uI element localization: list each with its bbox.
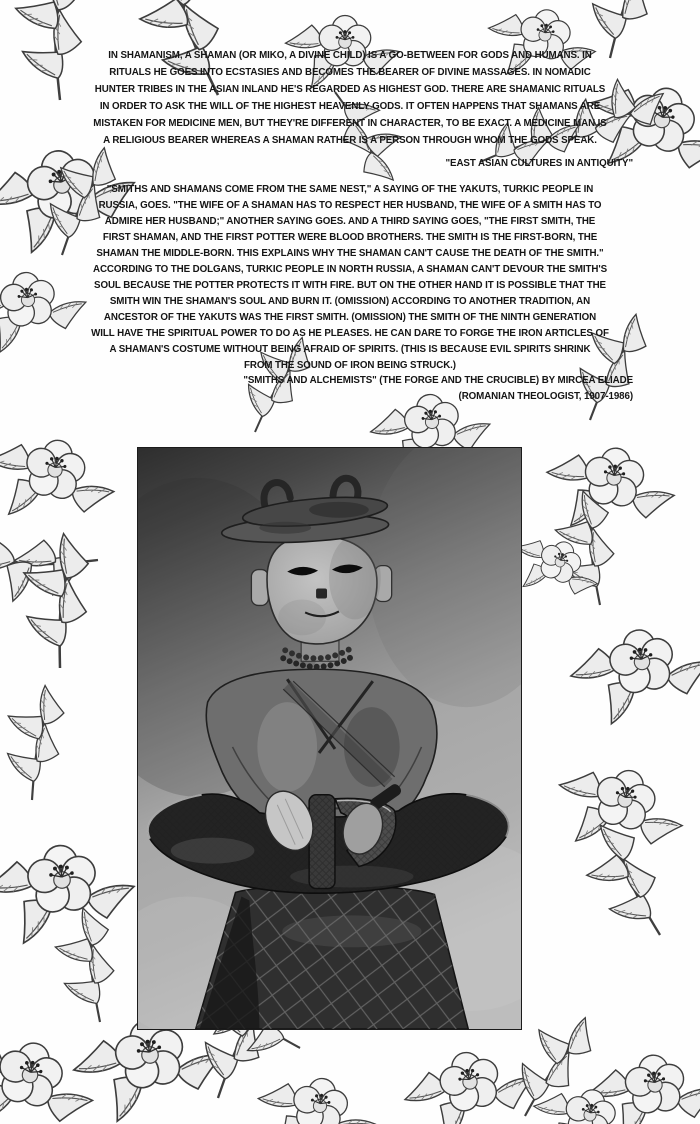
text-line: HUNTER TRIBES IN THE ASIAN INLAND HE'S REGARDED AS HIGHEST GOD. THERE ARE SHAMANIC RITUALS xyxy=(94,83,606,95)
flower-icon xyxy=(565,619,700,730)
text-line: "SMITHS AND ALCHEMISTS" (THE FORGE AND THE CRUCIBLE) BY MIRCEA ELIADE xyxy=(243,374,633,386)
text-line: SMITH WIN THE SHAMAN'S SOUL AND BURN IT. (OMISSION) ACCORDING TO ANOTHER TRADITION, AN xyxy=(109,295,591,307)
flower-icon xyxy=(0,1028,102,1124)
text-line: A RELIGIOUS BEARER WHEREAS A SHAMAN RATHER IS A PERSON THROUGH WHOM THE GODS SPEAK. xyxy=(103,134,597,146)
text-line: ADMIRE HER HUSBAND;" ANOTHER SAYING GOES. AND A THIRD SAYING GOES, "THE FIRST SMITH, THE xyxy=(104,215,596,227)
branch-icon xyxy=(0,523,133,669)
text-line: WILL HAVE THE SPIRITUAL POWER TO DO AS HE PLEASES. HE CAN DARE TO FORGE THE IRON ARTICLES OF xyxy=(91,327,609,339)
quote-shamanism-text xyxy=(25,47,676,149)
text-line: IN SHAMANISM, A SHAMAN (OR MIKO, A DIVINE CHILD) IS A GO-BETWEEN FOR GODS AND HUMANS. IN xyxy=(108,49,592,61)
text-line: (ROMANIAN THEOLOGIST, 1907-1986) xyxy=(458,390,633,402)
flower-icon xyxy=(397,1038,542,1124)
quote-shamanism-attribution: "EAST ASIAN CULTURES IN ANTIQUITY" xyxy=(445,157,633,169)
branch-icon xyxy=(0,677,101,801)
haniwa-figurine-art xyxy=(138,448,521,1029)
text-line: A SHAMAN'S COSTUME WITHOUT BEING AFRAID OF SPIRITS. (THIS IS BECAUSE EVIL SPIRITS SHRINK xyxy=(109,343,591,355)
quote-smiths-attribution xyxy=(44,372,633,404)
flower-icon xyxy=(542,441,679,536)
flower-icon xyxy=(0,429,121,532)
text-line: FROM THE SOUND OF IRON BEING STRUCK.) xyxy=(244,359,456,371)
text-line: IN ORDER TO ASK THE WILL OF THE HIGHEST HEAVENLY GODS. IT OFTEN HAPPENS THAT SHAMANS ARE xyxy=(99,100,601,112)
figurine-base-skirt xyxy=(196,885,469,1029)
text-line: ANCESTOR OF THE YAKUTS WAS THE FIRST SMITH. (OMISSION) THE SMITH OF THE NINTH GENERATION xyxy=(103,311,597,323)
branch-icon xyxy=(33,899,149,1023)
text-line: ACCORDING TO THE DOLGANS, TURKIC PEOPLE IN NORTH RUSSIA, A SHAMAN CAN'T DEVOUR THE SMITH'S xyxy=(92,263,608,275)
text-line: "SMITHS AND SHAMANS COME FROM THE SAME NEST," A SAYING OF THE YAKUTS, TURKIC PEOPLE IN xyxy=(106,183,594,195)
text-line: RUSSIA, GOES. "THE WIFE OF A SHAMAN HAS TO RESPECT HER HUSBAND, THE WIFE OF A SMITH HAS TO xyxy=(98,199,602,211)
text-line: RITUALS HE GOES INTO ECSTASIES AND BECOMES THE BEARER OF DIVINE MASSAGES. IN NOMADIC xyxy=(109,66,591,78)
text-line: SOUL BECAUSE THE POTTER PROTECTS IT WITH FIRE. BUT ON THE OTHER HAND IT IS POSSIBLE THAT THE xyxy=(94,279,606,291)
flower-icon xyxy=(0,839,138,946)
text-line: MISTAKEN FOR MEDICINE MEN, BUT THEY'RE DIFFERENT IN CHARACTER, TO BE EXACT. A MEDICINE MAN IS xyxy=(93,117,607,129)
figurine-photo xyxy=(137,447,522,1030)
flower-icon xyxy=(252,1070,380,1124)
quote-smiths-text xyxy=(25,181,676,373)
text-line: SHAMAN THE MIDDLE-BORN. THIS EXPLAINS WHY THE SHAMAN CAN'T CAUSE THE DEATH OF THE SMITH." xyxy=(96,247,604,259)
text-line: FIRST SHAMAN, AND THE FIRST POTTER WERE BLOOD BROTHERS. THE SMITH IS THE FIRST-BORN, THE xyxy=(102,231,598,243)
